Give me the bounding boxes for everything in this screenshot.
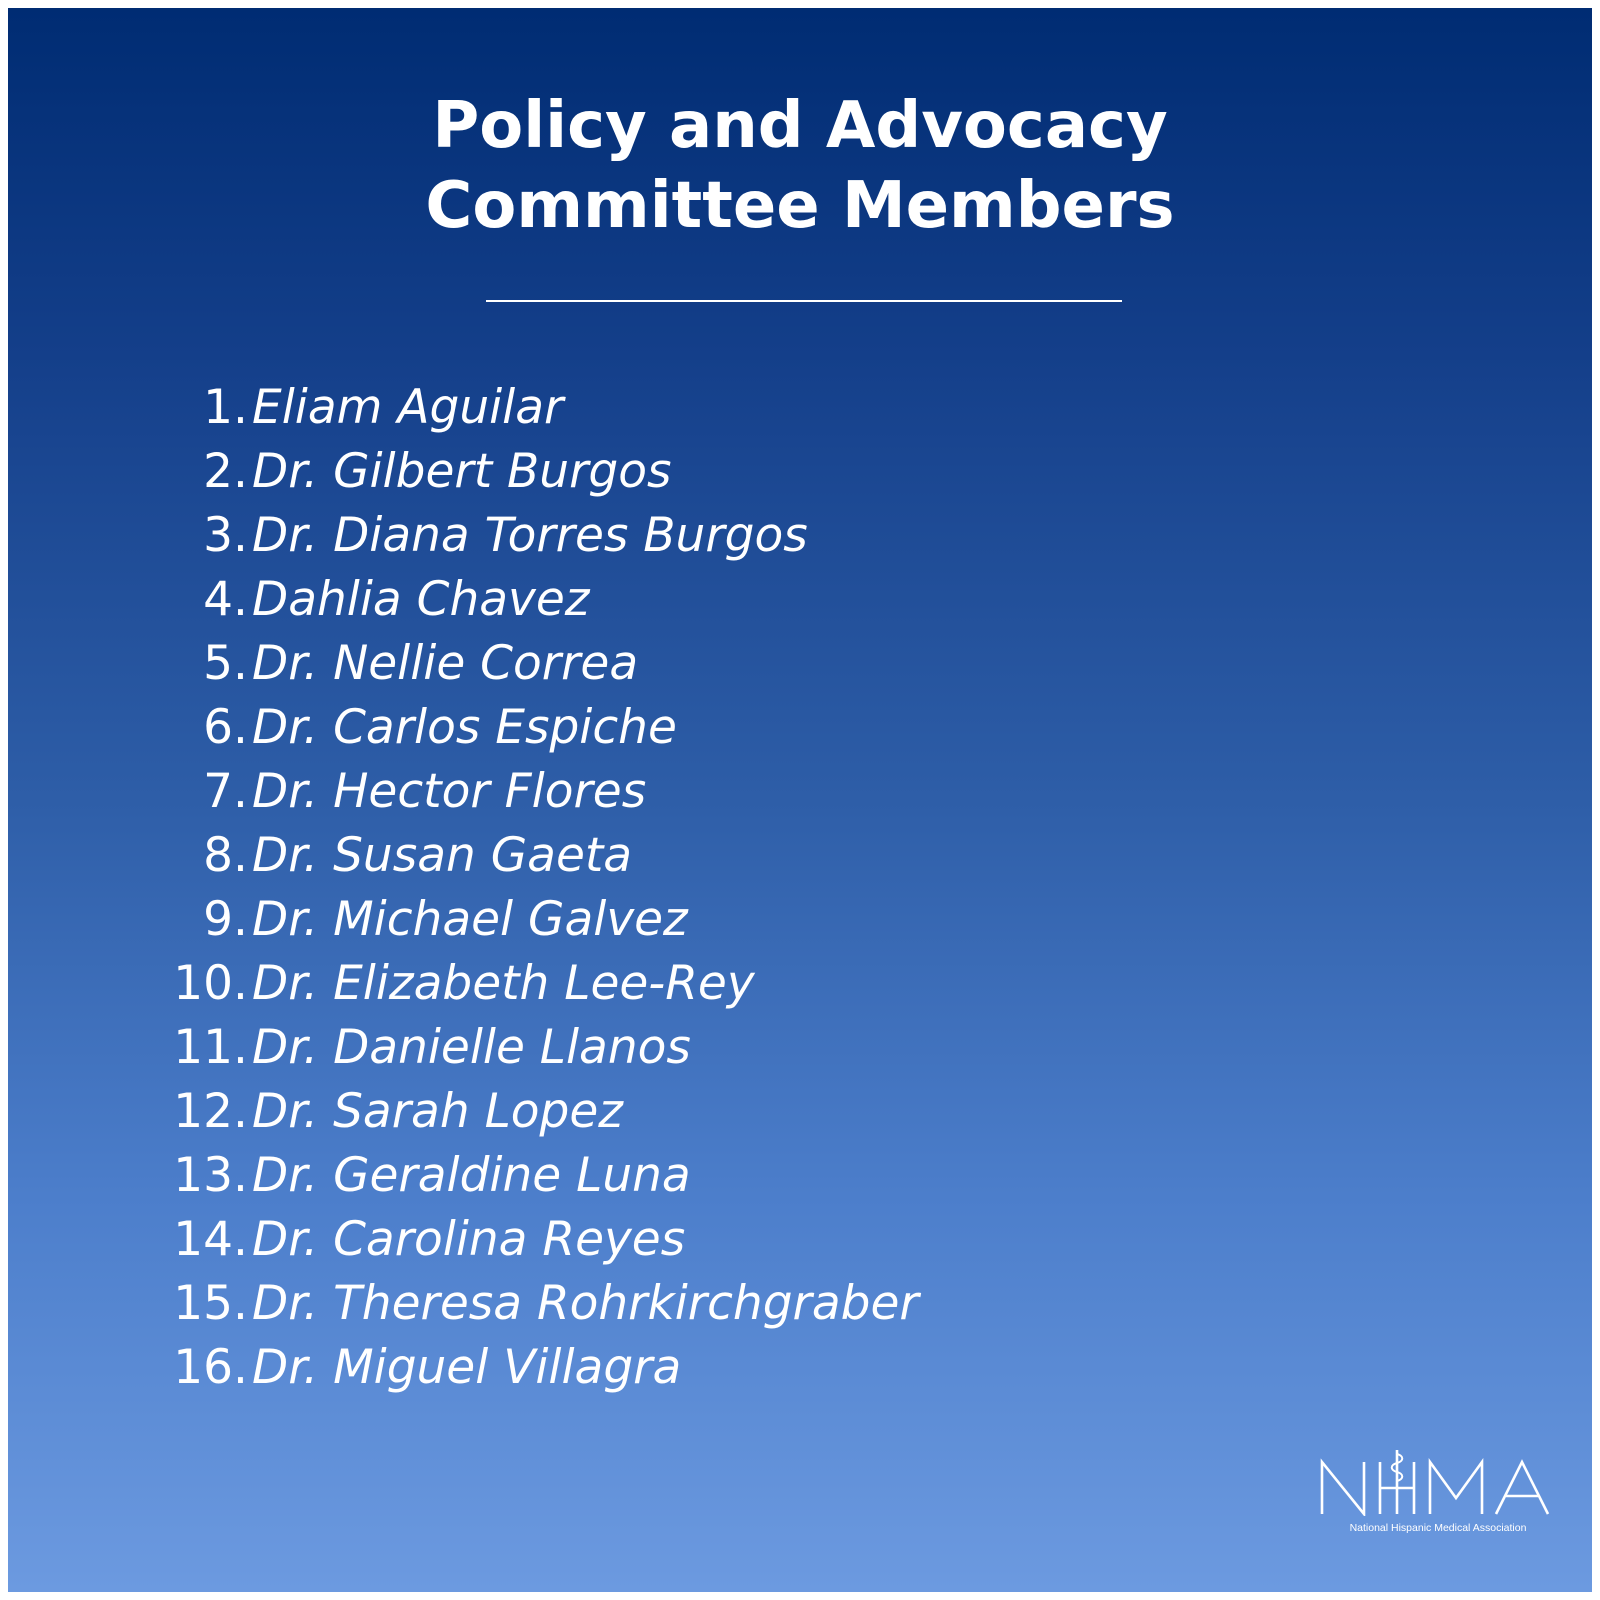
member-row xyxy=(8,1336,1108,1400)
member-name: Dr. Theresa Rohrkirchgraber xyxy=(252,1276,919,1331)
member-row xyxy=(8,632,1108,696)
member-list xyxy=(8,376,1108,1400)
member-name: Dr. Elizabeth Lee-Rey xyxy=(252,956,755,1011)
title-divider xyxy=(486,300,1122,302)
member-row xyxy=(8,888,1108,952)
nhma-wordmark-logo xyxy=(1318,1448,1558,1516)
member-row xyxy=(8,1080,1108,1144)
member-name: Dr. Danielle Llanos xyxy=(252,1020,691,1075)
member-row xyxy=(8,440,1108,504)
poster xyxy=(8,8,1592,1592)
member-row xyxy=(8,952,1108,1016)
member-number: 6. xyxy=(203,700,248,755)
member-number: 16. xyxy=(173,1340,248,1395)
member-number: 10. xyxy=(173,956,248,1011)
title-line-1: Policy and Advocacy xyxy=(432,89,1168,163)
member-row xyxy=(8,504,1108,568)
member-row xyxy=(8,824,1108,888)
member-number: 3. xyxy=(203,508,248,563)
member-name: Dahlia Chavez xyxy=(252,572,590,627)
member-name: Dr. Nellie Correa xyxy=(252,636,639,691)
member-name: Dr. Hector Flores xyxy=(252,764,647,819)
member-number: 4. xyxy=(203,572,248,627)
member-name: Dr. Carolina Reyes xyxy=(252,1212,686,1267)
member-name: Dr. Michael Galvez xyxy=(252,892,688,947)
member-row xyxy=(8,760,1108,824)
member-number: 1. xyxy=(203,380,248,435)
member-number: 13. xyxy=(173,1148,248,1203)
member-name: Dr. Susan Gaeta xyxy=(252,828,633,883)
member-number: 5. xyxy=(203,636,248,691)
member-row xyxy=(8,568,1108,632)
member-row xyxy=(8,1144,1108,1208)
member-name: Dr. Geraldine Luna xyxy=(252,1148,691,1203)
member-number: 11. xyxy=(173,1020,248,1075)
member-name: Dr. Sarah Lopez xyxy=(252,1084,623,1139)
member-number: 12. xyxy=(173,1084,248,1139)
member-number: 7. xyxy=(203,764,248,819)
member-number: 2. xyxy=(203,444,248,499)
title-line-2: Committee Members xyxy=(425,169,1175,243)
member-row xyxy=(8,1272,1108,1336)
member-number: 15. xyxy=(173,1276,248,1331)
member-row xyxy=(8,1208,1108,1272)
nhma-logo xyxy=(1318,1448,1558,1538)
member-name: Dr. Gilbert Burgos xyxy=(252,444,672,499)
member-name: Dr. Carlos Espiche xyxy=(252,700,677,755)
member-number: 14. xyxy=(173,1212,248,1267)
member-number: 9. xyxy=(203,892,248,947)
nhma-tagline: National Hispanic Medical Association xyxy=(1349,1522,1527,1534)
member-row xyxy=(8,376,1108,440)
member-name: Dr. Miguel Villagra xyxy=(252,1340,682,1395)
page-title xyxy=(8,86,1592,246)
member-name: Dr. Diana Torres Burgos xyxy=(252,508,808,563)
member-row xyxy=(8,696,1108,760)
member-row xyxy=(8,1016,1108,1080)
member-name: Eliam Aguilar xyxy=(252,380,564,435)
member-number: 8. xyxy=(203,828,248,883)
